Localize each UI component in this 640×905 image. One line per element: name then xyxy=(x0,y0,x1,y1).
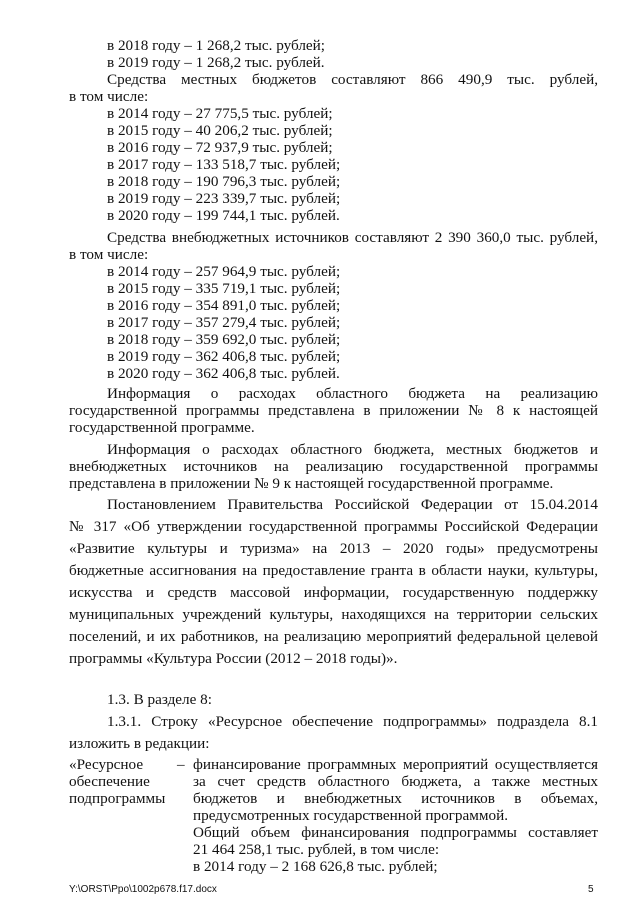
text-line: изложить в редакции: xyxy=(69,735,210,752)
text-line: в 2020 году – 362 406,8 тыс. рублей. xyxy=(107,365,340,382)
page-number: 5 xyxy=(588,884,594,895)
table-dash: – xyxy=(177,756,185,773)
table-value: бюджетов и внебюджетных источников в объемах, xyxy=(193,790,598,807)
text-line: в 2015 году – 335 719,1 тыс. рублей; xyxy=(107,280,341,297)
text-line: государственной программе. xyxy=(69,419,255,436)
text-line: 1.3.1. Строку «Ресурсное обеспечение подпрограммы» подраздела 8.1 xyxy=(107,713,598,730)
table-label: «Ресурсное xyxy=(69,756,144,773)
text-line: внебюджетных источников на реализацию государственной программы xyxy=(69,458,598,475)
text-line: в 2015 году – 40 206,2 тыс. рублей; xyxy=(107,122,333,139)
text-line: бюджетные ассигнования на предоставление гранта в области науки, культуры, xyxy=(69,562,598,579)
table-value: Общий объем финансирования подпрограммы составляет xyxy=(193,824,598,841)
text-line: в том числе: xyxy=(69,88,149,105)
text-line: государственной программы представлена в приложении № 8 к настоящей xyxy=(69,402,598,419)
text-line: в 2016 году – 72 937,9 тыс. рублей; xyxy=(107,139,333,156)
text-line: в 2019 году – 362 406,8 тыс. рублей; xyxy=(107,348,341,365)
text-line: программы «Культура России (2012 – 2018 годы)». xyxy=(69,650,398,667)
text-line: № 317 «Об утверждении государственной программы Российской Федерации xyxy=(69,518,598,535)
table-label: подпрограммы xyxy=(69,790,166,807)
footer-file-path: Y:\ORST\Ppo\1002p678.f17.docx xyxy=(69,884,217,895)
text-line: в 2018 году – 190 796,3 тыс. рублей; xyxy=(107,173,341,190)
table-value: за счет средств областного бюджета, а также местных xyxy=(193,773,598,790)
text-line: искусства и средств массовой информации, государственную поддержку xyxy=(69,584,598,601)
table-value: 21 464 258,1 тыс. рублей, в том числе: xyxy=(193,841,440,858)
text-line: Средства местных бюджетов составляют 866 490,9 тыс. рублей, xyxy=(107,71,598,88)
table-value: в 2014 году – 2 168 626,8 тыс. рублей; xyxy=(193,858,438,875)
text-line: муниципальных учреждений культуры, находящихся на территории сельских xyxy=(69,606,598,623)
table-label: обеспечение xyxy=(69,773,150,790)
text-line: в 2014 году – 257 964,9 тыс. рублей; xyxy=(107,263,341,280)
text-line: Постановлением Правительства Российской Федерации от 15.04.2014 xyxy=(107,496,598,513)
text-line: в 2019 году – 1 268,2 тыс. рублей. xyxy=(107,54,325,71)
text-line: в 2017 году – 357 279,4 тыс. рублей; xyxy=(107,314,341,331)
text-line: в 2018 году – 1 268,2 тыс. рублей; xyxy=(107,37,325,54)
text-line: в 2017 году – 133 518,7 тыс. рублей; xyxy=(107,156,341,173)
text-line: «Развитие культуры и туризма» на 2013 – 2020 годы» предусмотрены xyxy=(69,540,598,557)
text-line: в 2014 году – 27 775,5 тыс. рублей; xyxy=(107,105,333,122)
text-line: Средства внебюджетных источников составляют 2 390 360,0 тыс. рублей, xyxy=(107,229,598,246)
text-line: поселений, и их работников, на реализацию мероприятий федеральной целевой xyxy=(69,628,598,645)
text-line: Информация о расходах областного бюджета, местных бюджетов и xyxy=(107,441,598,458)
text-line: в 2016 году – 354 891,0 тыс. рублей; xyxy=(107,297,341,314)
table-value: финансирование программных мероприятий осуществляется xyxy=(193,756,598,773)
text-line: в 2018 году – 359 692,0 тыс. рублей; xyxy=(107,331,341,348)
section-heading: 1.3. В разделе 8: xyxy=(107,691,212,708)
text-line: Информация о расходах областного бюджета на реализацию xyxy=(107,385,598,402)
text-line: в 2019 году – 223 339,7 тыс. рублей; xyxy=(107,190,341,207)
text-line: в том числе: xyxy=(69,246,149,263)
table-value: предусмотренных государственной программой. xyxy=(193,807,508,824)
text-line: в 2020 году – 199 744,1 тыс. рублей. xyxy=(107,207,340,224)
text-line: представлена в приложении № 9 к настоящей государственной программе. xyxy=(69,475,554,492)
